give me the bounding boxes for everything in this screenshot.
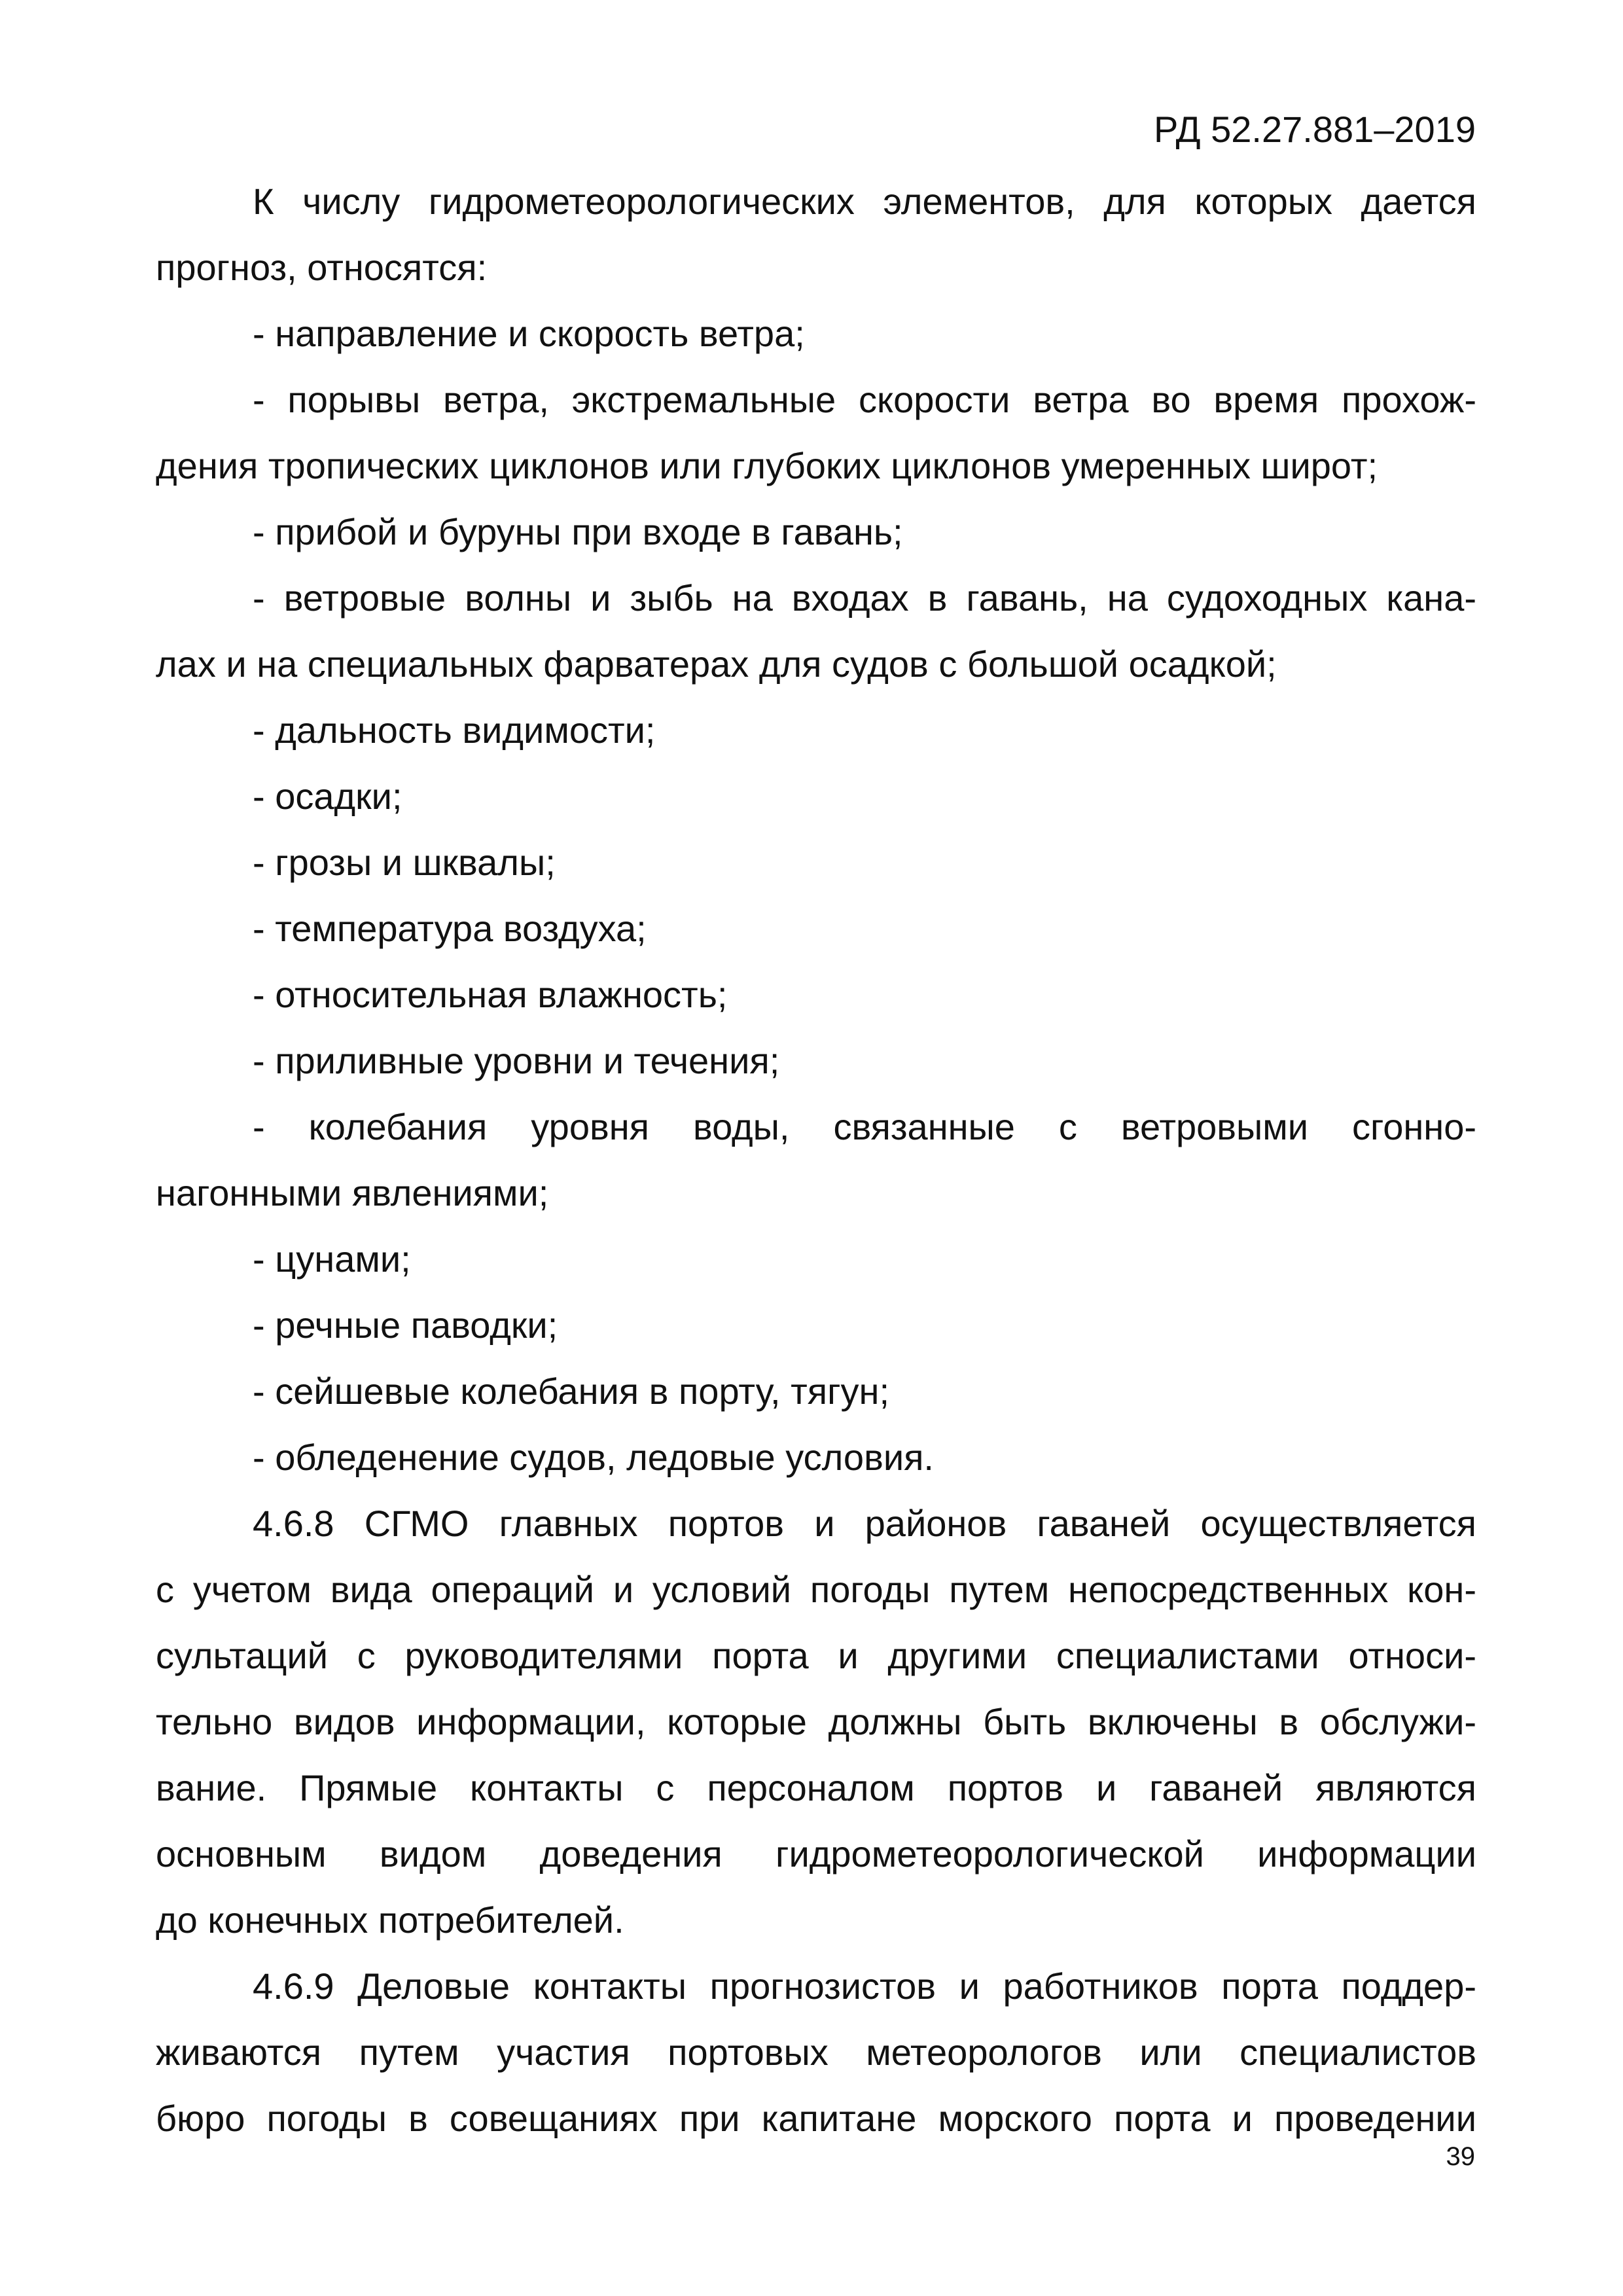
text-line: дения тропических циклонов или глубоких циклонов умеренных широт; — [156, 445, 1378, 486]
list-item: - речные паводки; — [253, 1304, 558, 1346]
list-item: - осадки; — [253, 776, 402, 817]
paragraph-line: основным видом доведения гидрометеорологической информации — [156, 1833, 1476, 1874]
list-item: - дальность видимости; — [253, 709, 656, 751]
document-code-header: РД 52.27.881–2019 — [1154, 109, 1476, 150]
paragraph-line: бюро погоды в совещаниях при капитане морского порта и проведении — [156, 2098, 1476, 2139]
paragraph-line: до конечных потребителей. — [156, 1899, 624, 1941]
list-item: - температура воздуха; — [253, 908, 647, 949]
paragraph-line: тельно видов информации, которые должны быть включены в обслужи- — [156, 1701, 1476, 1742]
text-line: прогноз, относятся: — [156, 247, 488, 288]
list-item: - приливные уровни и течения; — [253, 1040, 780, 1081]
list-item: - обледенение судов, ледовые условия. — [253, 1437, 934, 1478]
page-number: 39 — [1446, 2142, 1475, 2171]
list-item: - прибой и буруны при входе в гавань; — [253, 511, 903, 552]
document-body — [156, 168, 1476, 2151]
paragraph-line: сультаций с руководителями порта и другими специалистами относи- — [156, 1635, 1476, 1676]
list-item: - колебания уровня воды, связанные с ветровыми сгонно- — [253, 1106, 1476, 1147]
paragraph-line: живаются путем участия портовых метеорологов или специалистов — [156, 2032, 1476, 2073]
paragraph-line: 4.6.8 СГМО главных портов и районов гаваней осуществляется — [253, 1503, 1476, 1544]
list-item: - порывы ветра, экстремальные скорости ветра во время прохож- — [253, 379, 1476, 420]
text-line: нагонными явлениями; — [156, 1172, 549, 1213]
paragraph-line: 4.6.9 Деловые контакты прогнозистов и работников порта поддер- — [253, 1965, 1476, 2007]
list-item: - относительная влажность; — [253, 974, 728, 1015]
text-line: лах и на специальных фарватерах для судов с большой осадкой; — [156, 643, 1277, 685]
paragraph-line: с учетом вида операций и условий погоды путем непосредственных кон- — [156, 1569, 1476, 1610]
list-item: - ветровые волны и зыбь на входах в гавань, на судоходных кана- — [253, 577, 1476, 619]
list-item: - сейшевые колебания в порту, тягун; — [253, 1371, 890, 1412]
list-item: - грозы и шквалы; — [253, 842, 556, 883]
text-line: К числу гидрометеорологических элементов, для которых дается — [253, 181, 1476, 222]
list-item: - цунами; — [253, 1238, 411, 1280]
paragraph-line: вание. Прямые контакты с персоналом портов и гаваней являются — [156, 1767, 1476, 1808]
list-item: - направление и скорость ветра; — [253, 313, 805, 354]
